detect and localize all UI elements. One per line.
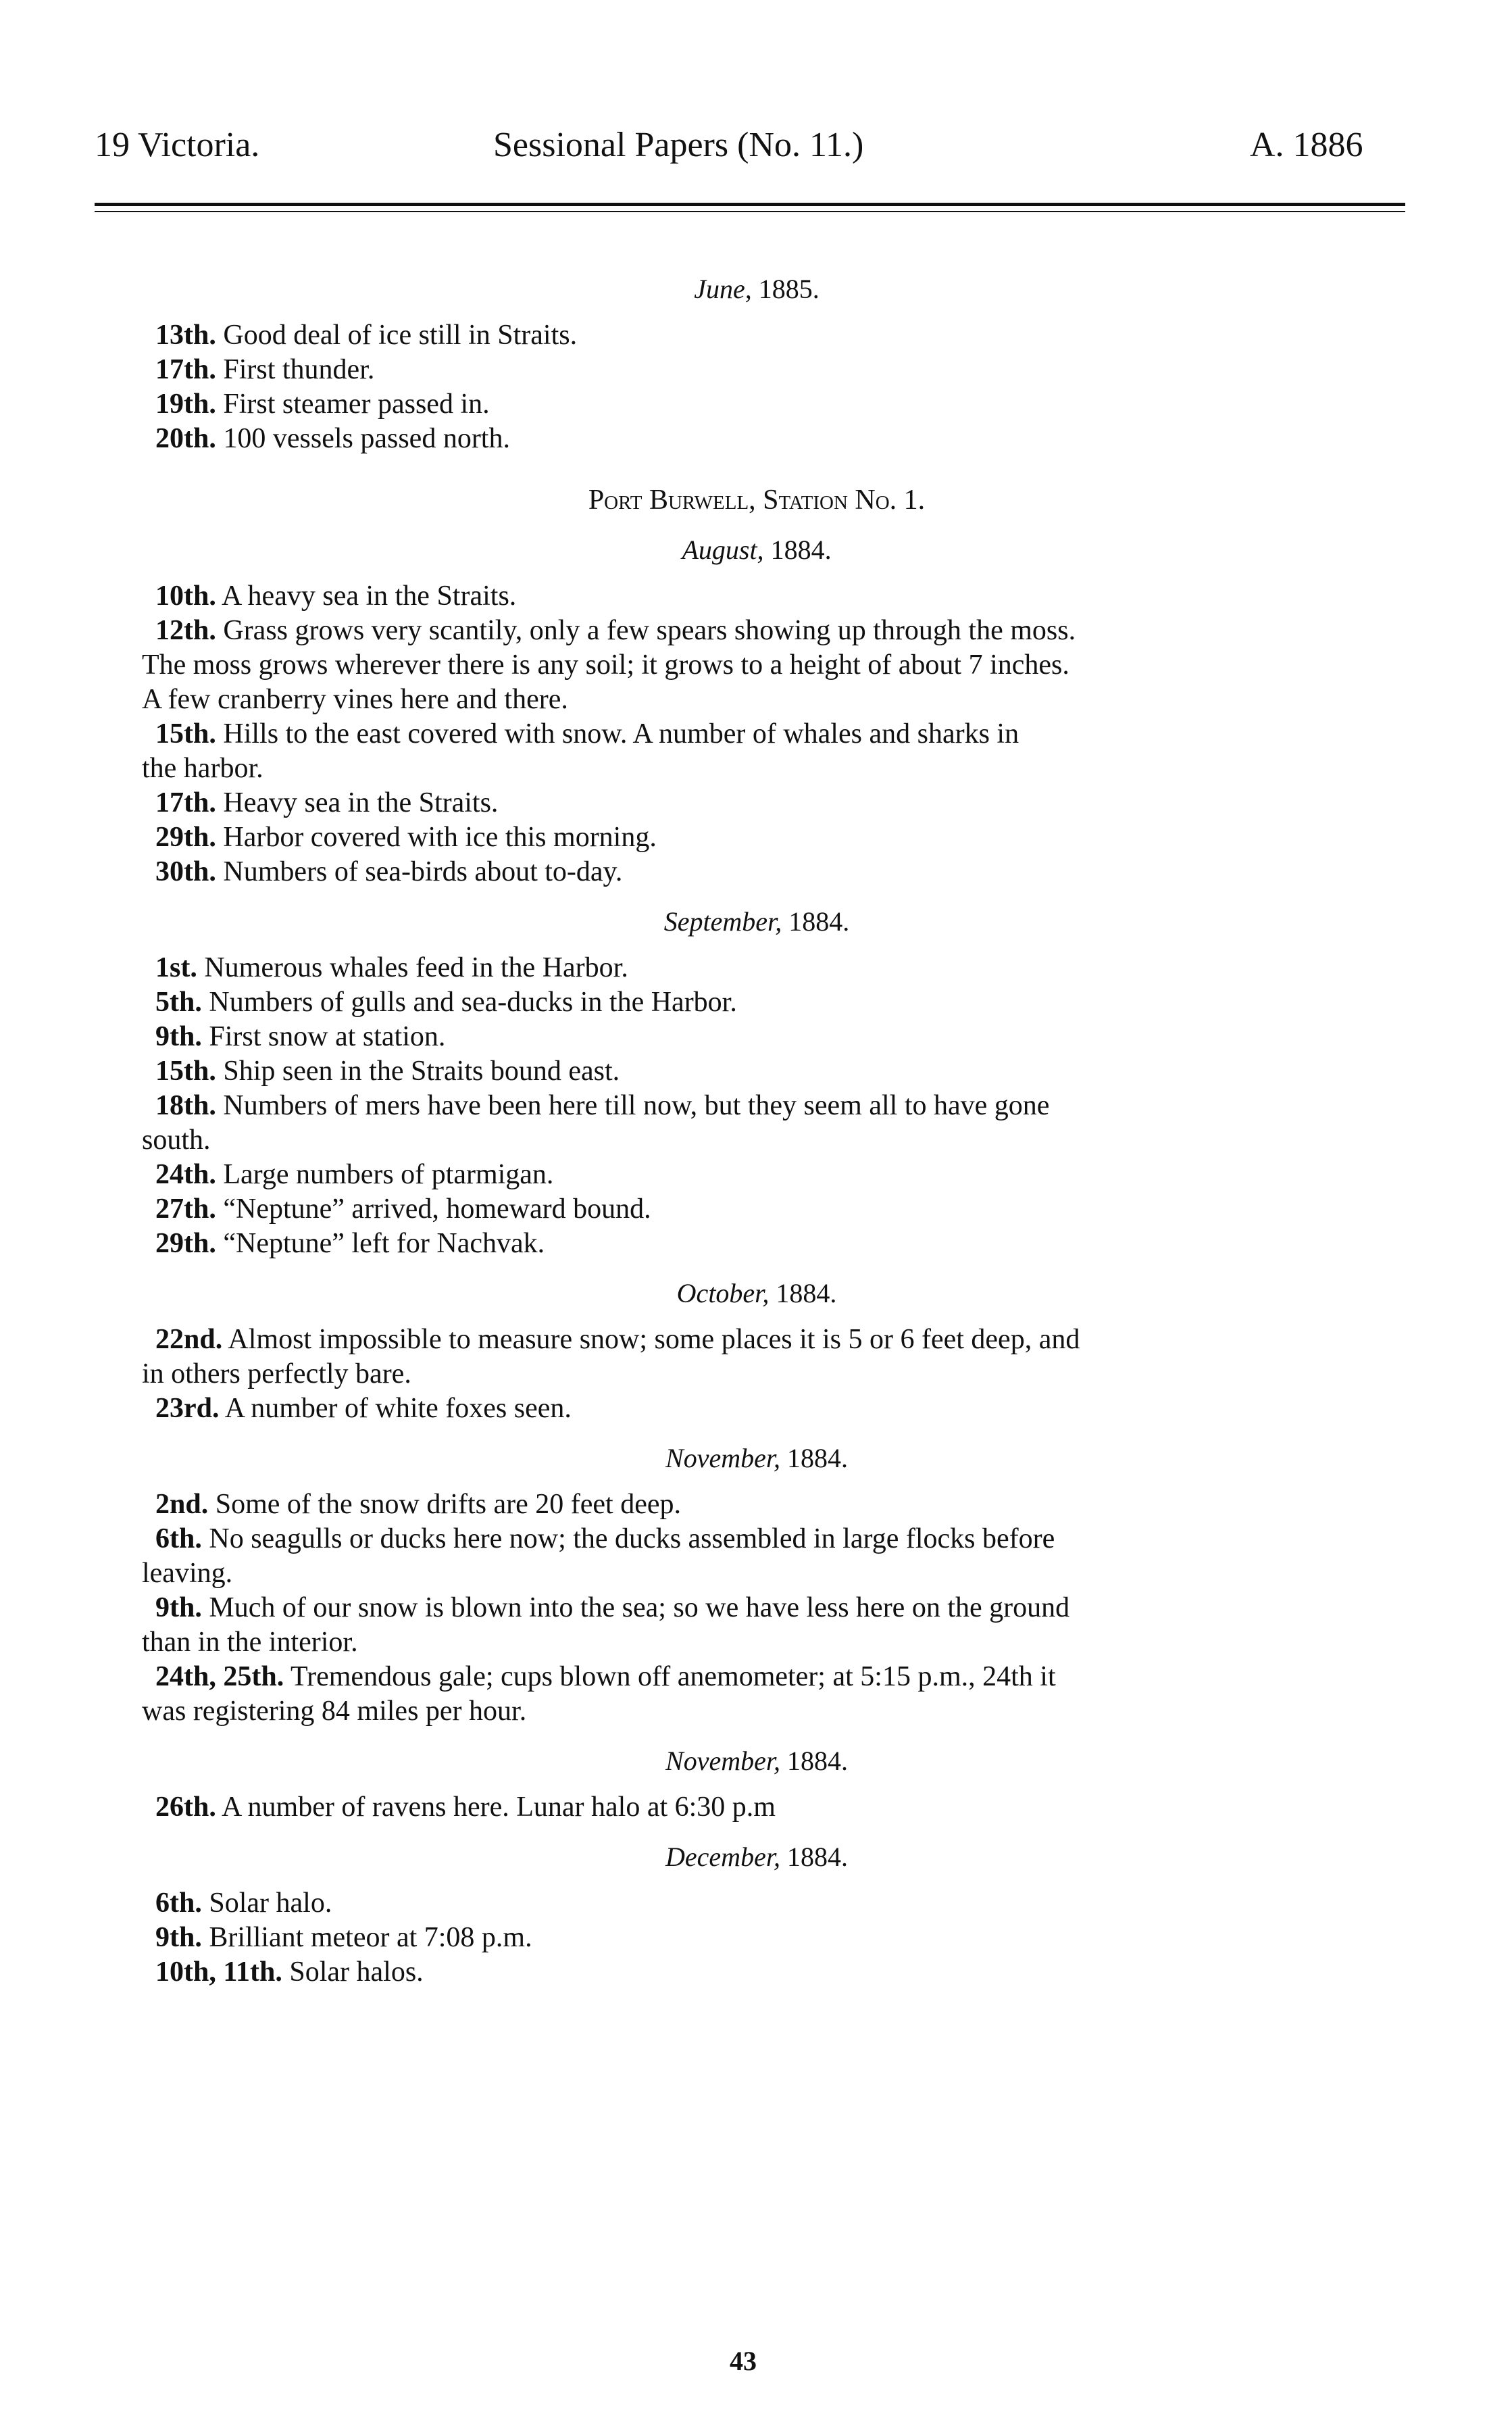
log-entry-continuation: was registering 84 miles per hour. <box>142 1696 527 1727</box>
log-entry: 29th. “Neptune” left for Nachvak. <box>155 1228 545 1259</box>
log-entry-continuation: The moss grows wherever there is any soil; it grows to a height of about 7 inches. <box>142 649 1069 681</box>
log-entry: 6th. No seagulls or ducks here now; the ducks assembled in large flocks before <box>155 1523 1055 1554</box>
log-entry-continuation: south. <box>142 1125 211 1156</box>
log-entry: 6th. Solar halo. <box>155 1888 332 1919</box>
header-regnal-year: 19 Victoria. <box>95 126 260 164</box>
page-number: 43 <box>730 2346 757 2376</box>
log-entry: 26th. A number of ravens here. Lunar halo at 6:30 p.m <box>155 1792 776 1823</box>
header-title: Sessional Papers (No. 11.) <box>493 126 864 164</box>
log-entry: 24th, 25th. Tremendous gale; cups blown off anemometer; at 5:15 p.m., 24th it <box>155 1661 1056 1692</box>
log-entry: 17th. Heavy sea in the Straits. <box>155 787 499 818</box>
page-header <box>95 125 1405 179</box>
station-heading: Port Burwell, Station No. 1. <box>588 485 926 516</box>
month-heading: June, 1885. <box>694 274 820 304</box>
header-series: A. 1886 <box>1250 126 1363 164</box>
log-entry-continuation: leaving. <box>142 1558 233 1589</box>
log-entry: 24th. Large numbers of ptarmigan. <box>155 1159 554 1190</box>
month-heading: October, 1884. <box>676 1278 837 1308</box>
header-rule-thin <box>95 211 1405 212</box>
log-entry-continuation: in others perfectly bare. <box>142 1358 411 1389</box>
log-entry: 22nd. Almost impossible to measure snow; some places it is 5 or 6 feet deep, and <box>155 1324 1080 1355</box>
log-entry: 9th. Brilliant meteor at 7:08 p.m. <box>155 1922 532 1953</box>
log-entry: 1st. Numerous whales feed in the Harbor. <box>155 952 628 983</box>
log-entry: 29th. Harbor covered with ice this morning. <box>155 822 657 853</box>
log-entry: 19th. First steamer passed in. <box>155 389 490 420</box>
log-entry-continuation: than in the interior. <box>142 1627 358 1658</box>
log-entry-continuation: the harbor. <box>142 753 263 784</box>
log-entry: 23rd. A number of white foxes seen. <box>155 1393 572 1424</box>
log-entry: 20th. 100 vessels passed north. <box>155 423 510 454</box>
log-entry: 27th. “Neptune” arrived, homeward bound. <box>155 1193 651 1225</box>
log-entry: 2nd. Some of the snow drifts are 20 feet deep. <box>155 1489 682 1520</box>
log-entry: 15th. Ship seen in the Straits bound east. <box>155 1056 620 1087</box>
month-heading: November, 1884. <box>665 1443 848 1473</box>
log-entry: 10th. A heavy sea in the Straits. <box>155 581 517 612</box>
log-entry: 12th. Grass grows very scantily, only a few spears showing up through the moss. <box>155 615 1076 646</box>
log-entry: 9th. First snow at station. <box>155 1021 446 1052</box>
log-entry: 13th. Good deal of ice still in Straits. <box>155 320 578 351</box>
month-heading: December, 1884. <box>665 1842 848 1872</box>
month-heading: August, 1884. <box>682 535 832 565</box>
log-entry: 5th. Numbers of gulls and sea-ducks in the Harbor. <box>155 987 737 1018</box>
log-entry: 17th. First thunder. <box>155 354 375 385</box>
log-entry: 15th. Hills to the east covered with snow. A number of whales and sharks in <box>155 718 1019 749</box>
log-entry: 18th. Numbers of mers have been here till now, but they seem all to have gone <box>155 1090 1050 1121</box>
log-body <box>142 257 1439 1990</box>
log-entry: 10th, 11th. Solar halos. <box>155 1956 424 1988</box>
month-heading: November, 1884. <box>665 1746 848 1776</box>
log-entry-continuation: A few cranberry vines here and there. <box>142 684 568 715</box>
header-rule-thick <box>95 203 1405 206</box>
log-entry: 9th. Much of our snow is blown into the sea; so we have less here on the ground <box>155 1592 1070 1623</box>
month-heading: September, 1884. <box>663 906 850 937</box>
log-entry: 30th. Numbers of sea-birds about to-day. <box>155 856 623 887</box>
